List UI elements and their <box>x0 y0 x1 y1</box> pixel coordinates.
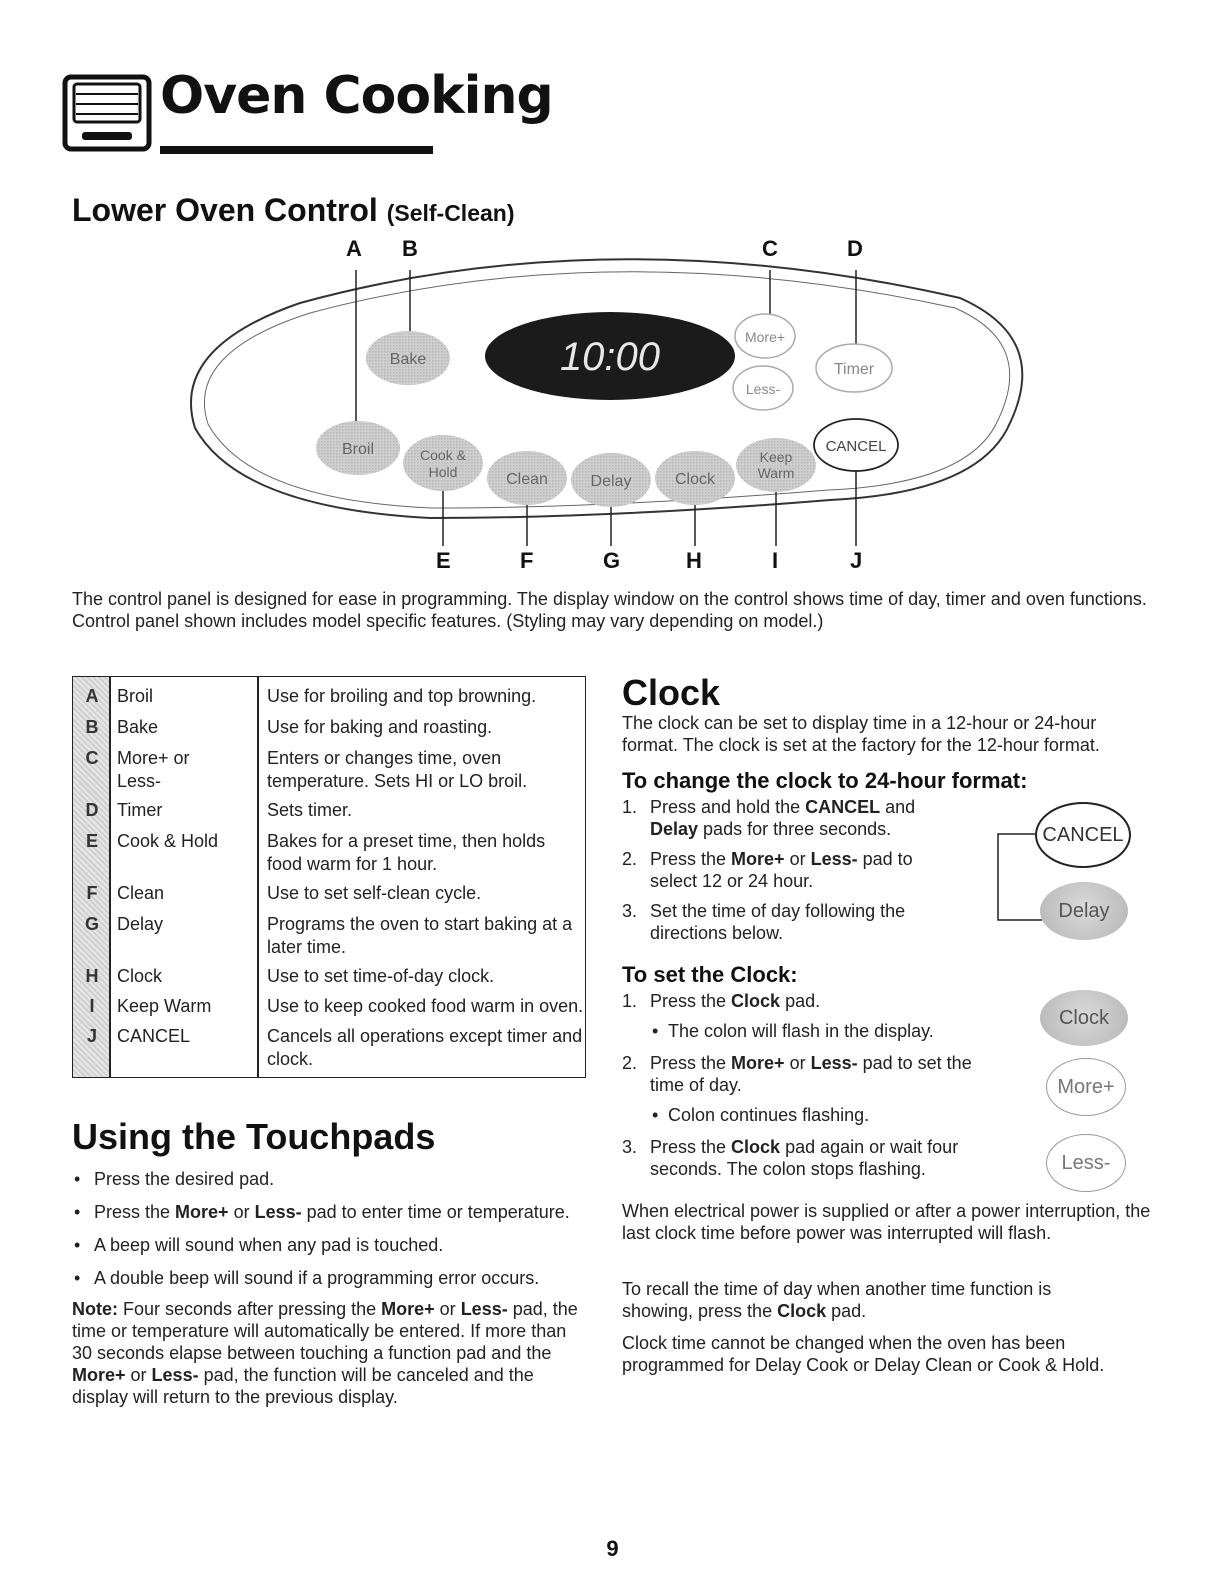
step-text: Press and hold the <box>650 797 806 817</box>
more-keyword: More+ <box>381 1299 435 1319</box>
cancel-keyword: CANCEL <box>805 797 881 817</box>
row-name: Bake <box>117 717 159 737</box>
broil-pad-label: Broil <box>341 441 375 458</box>
substep-text: The colon will flash in the display. <box>668 1021 934 1041</box>
list-item <box>622 1052 1010 1096</box>
label-d: D <box>847 236 863 261</box>
bullet-text: A beep will sound when any pad is touched. <box>94 1235 444 1255</box>
clock-pad-illustration: Clock <box>1040 990 1128 1046</box>
row-desc: Sets timer. <box>267 800 353 820</box>
cook-hold-pad[interactable] <box>403 435 483 491</box>
header-underline <box>160 146 433 154</box>
label-c: C <box>762 236 778 261</box>
step-number: 2. <box>622 849 638 869</box>
step-text: Press the <box>650 849 732 869</box>
step-text: or <box>784 1053 811 1073</box>
bullet-text: pad to enter time or temperature. <box>301 1202 570 1222</box>
section-heading <box>72 192 514 229</box>
row-name: Delay <box>117 914 164 934</box>
step-number: 3. <box>622 901 638 921</box>
row-name: CANCEL <box>117 1026 191 1046</box>
clock-keyword: Clock <box>777 1301 827 1321</box>
cancel-pad-illustration: CANCEL <box>1035 802 1131 868</box>
step-text: Set the time of day following the directions below. <box>650 901 906 943</box>
oven-icon <box>62 74 152 152</box>
clean-pad-label: Clean <box>506 471 548 488</box>
row-desc: Enters or changes time, oven temperature. Sets HI or LO broil. <box>267 748 528 791</box>
row-letter: C <box>85 748 99 768</box>
substep-text: Colon continues flashing. <box>668 1105 870 1125</box>
more-pad-label: More+ <box>744 329 786 345</box>
more-keyword: More+ <box>731 849 785 869</box>
list-item <box>622 990 1002 1012</box>
list-item <box>72 1234 592 1256</box>
row-name: Cook & Hold <box>117 831 219 851</box>
less-keyword: Less- <box>460 1299 508 1319</box>
bake-pad-label: Bake <box>389 351 427 368</box>
delay-pad-label: Delay <box>590 473 632 490</box>
less-keyword: Less- <box>810 1053 858 1073</box>
label-h: H <box>686 548 702 573</box>
step-text: Press the <box>650 1137 732 1157</box>
cook-hold-label-1: Cook & <box>420 447 466 463</box>
section-subtitle: (Self-Clean) <box>386 200 515 226</box>
para-text: To recall the time of day when another time function is showing, press the <box>622 1279 1052 1321</box>
cook-hold-label-2: Hold <box>428 464 458 480</box>
more-keyword: More+ <box>72 1365 126 1385</box>
label-a: A <box>346 236 362 261</box>
step-text: pad again or wait four seconds. The colon stops flashing. <box>650 1137 959 1179</box>
row-letter: G <box>84 914 99 934</box>
intro-text <box>72 588 1162 632</box>
row-letter: B <box>85 717 99 737</box>
more-pad-illustration: More+ <box>1046 1058 1126 1116</box>
format-heading: To change the clock to 24-hour format: <box>622 768 1028 793</box>
step-text: pad. <box>780 991 821 1011</box>
control-panel-diagram <box>180 228 1040 578</box>
label-e: E <box>436 548 451 573</box>
recall-paragraph <box>622 1278 1122 1322</box>
label-i: I <box>772 548 779 573</box>
step-text: and <box>880 797 916 817</box>
row-desc: Use to set self-clean cycle. <box>267 883 482 903</box>
list-item <box>622 1104 1002 1126</box>
restriction-paragraph: Clock time cannot be changed when the oven has been programmed for Delay Cook or Delay Clean or Cook & Hold. <box>622 1333 1105 1375</box>
power-paragraph: When electrical power is supplied or after a power interruption, the last clock time before power was interrupted will flash. <box>622 1201 1151 1243</box>
step-number: 3. <box>622 1137 638 1157</box>
label-b: B <box>402 236 418 261</box>
row-letter: I <box>89 996 95 1016</box>
list-item <box>622 796 952 840</box>
note-text: Four seconds after pressing the <box>118 1299 382 1319</box>
row-desc: Use to set time-of-day clock. <box>267 966 495 986</box>
row-name: Broil <box>117 686 154 706</box>
list-item <box>622 848 952 892</box>
section-title: Lower Oven Control <box>72 192 378 228</box>
row-desc: Cancels all operations except timer and clock. <box>267 1026 583 1069</box>
row-name: Clock <box>117 966 163 986</box>
step-text: Press the <box>650 991 732 1011</box>
column-divider <box>109 677 111 1077</box>
less-pad-illustration: Less- <box>1046 1134 1126 1192</box>
display-time: 10:00 <box>559 335 661 379</box>
row-letter: D <box>85 800 99 820</box>
touchpads-bullets <box>72 1168 592 1300</box>
delay-pad-illustration: Delay <box>1040 882 1128 940</box>
bullet-text: Press the desired pad. <box>94 1169 275 1189</box>
row-desc: Use for baking and roasting. <box>267 717 493 737</box>
row-name: Timer <box>117 800 163 820</box>
page-number: 9 <box>606 1536 619 1561</box>
row-desc: Use to keep cooked food warm in oven. <box>267 996 584 1016</box>
list-item <box>72 1267 592 1289</box>
bullet-text: or <box>228 1202 255 1222</box>
intro-line-1: The control panel is designed for ease in programming. The display window on the control shows time of day, timer and oven functions. <box>72 589 1147 609</box>
note-label: Note: <box>72 1299 118 1319</box>
row-name: Keep Warm <box>117 996 212 1016</box>
step-text: pad to set the time of day. <box>650 1053 972 1095</box>
legend-table <box>72 676 586 1078</box>
list-item <box>622 900 952 944</box>
list-item <box>72 1201 592 1223</box>
row-letter: H <box>85 966 99 986</box>
step-text: Press the <box>650 1053 732 1073</box>
list-item <box>72 1168 592 1190</box>
timer-pad-label: Timer <box>833 361 875 378</box>
row-letter: J <box>86 1026 97 1046</box>
keep-warm-label-2: Warm <box>757 465 795 481</box>
clock-intro: The clock can be set to display time in a 12-hour or 24-hour format. The clock is set at the factory for the 12-hour format. <box>622 713 1100 755</box>
column-divider <box>257 677 259 1077</box>
set-clock-heading: To set the Clock: <box>622 962 798 987</box>
step-number: 1. <box>622 797 638 817</box>
set-clock-steps <box>622 990 1002 1188</box>
note-text: pad, the time or temperature will automatically be entered. If more than 30 seconds elapse between touching a function pad and the <box>72 1299 578 1363</box>
clock-heading: Clock <box>622 672 721 713</box>
row-letter: E <box>85 831 98 851</box>
row-desc: Use for broiling and top browning. <box>267 686 537 706</box>
format-steps <box>622 796 952 952</box>
cancel-pad-label: CANCEL <box>825 438 887 455</box>
label-f: F <box>520 548 534 573</box>
bullet-text: A double beep will sound if a programming error occurs. <box>94 1268 540 1288</box>
note-text: or <box>434 1299 461 1319</box>
label-g: G <box>603 548 621 573</box>
delay-keyword: Delay <box>650 819 699 839</box>
keep-warm-label-1: Keep <box>759 449 793 465</box>
more-keyword: More+ <box>175 1202 229 1222</box>
touchpads-note <box>72 1298 582 1408</box>
row-letter: F <box>86 883 98 903</box>
less-keyword: Less- <box>810 849 858 869</box>
row-name: More+ or Less- <box>117 748 190 791</box>
label-j: J <box>850 548 863 573</box>
less-keyword: Less- <box>151 1365 199 1385</box>
row-letter: A <box>85 686 99 706</box>
less-keyword: Less- <box>254 1202 302 1222</box>
clock-pad-label: Clock <box>674 471 716 488</box>
list-item <box>622 1020 1002 1042</box>
step-text: or <box>784 849 811 869</box>
list-item <box>622 1136 1000 1180</box>
row-desc: Bakes for a preset time, then holds food warm for 1 hour. <box>267 831 546 874</box>
less-pad-label: Less- <box>745 381 781 397</box>
step-number: 1. <box>622 991 638 1011</box>
more-keyword: More+ <box>731 1053 785 1073</box>
step-number: 2. <box>622 1053 638 1073</box>
para-text: pad. <box>826 1301 867 1321</box>
note-text: pad, the function will be canceled and the display will return to the previous display. <box>72 1365 534 1407</box>
row-name: Clean <box>117 883 165 903</box>
bullet-text: Press the <box>94 1202 176 1222</box>
clock-keyword: Clock <box>731 1137 781 1157</box>
row-desc: Programs the oven to start baking at a later time. <box>267 914 573 957</box>
clock-keyword: Clock <box>731 991 781 1011</box>
intro-line-2: Control panel shown includes model specific features. (Styling may vary depending on model.) <box>72 611 824 631</box>
note-text: or <box>125 1365 152 1385</box>
page-header-title: Oven Cooking <box>160 66 553 126</box>
step-text: pad to select 12 or 24 hour. <box>650 849 913 891</box>
touchpads-heading: Using the Touchpads <box>72 1116 436 1157</box>
step-text: pads for three seconds. <box>698 819 892 839</box>
